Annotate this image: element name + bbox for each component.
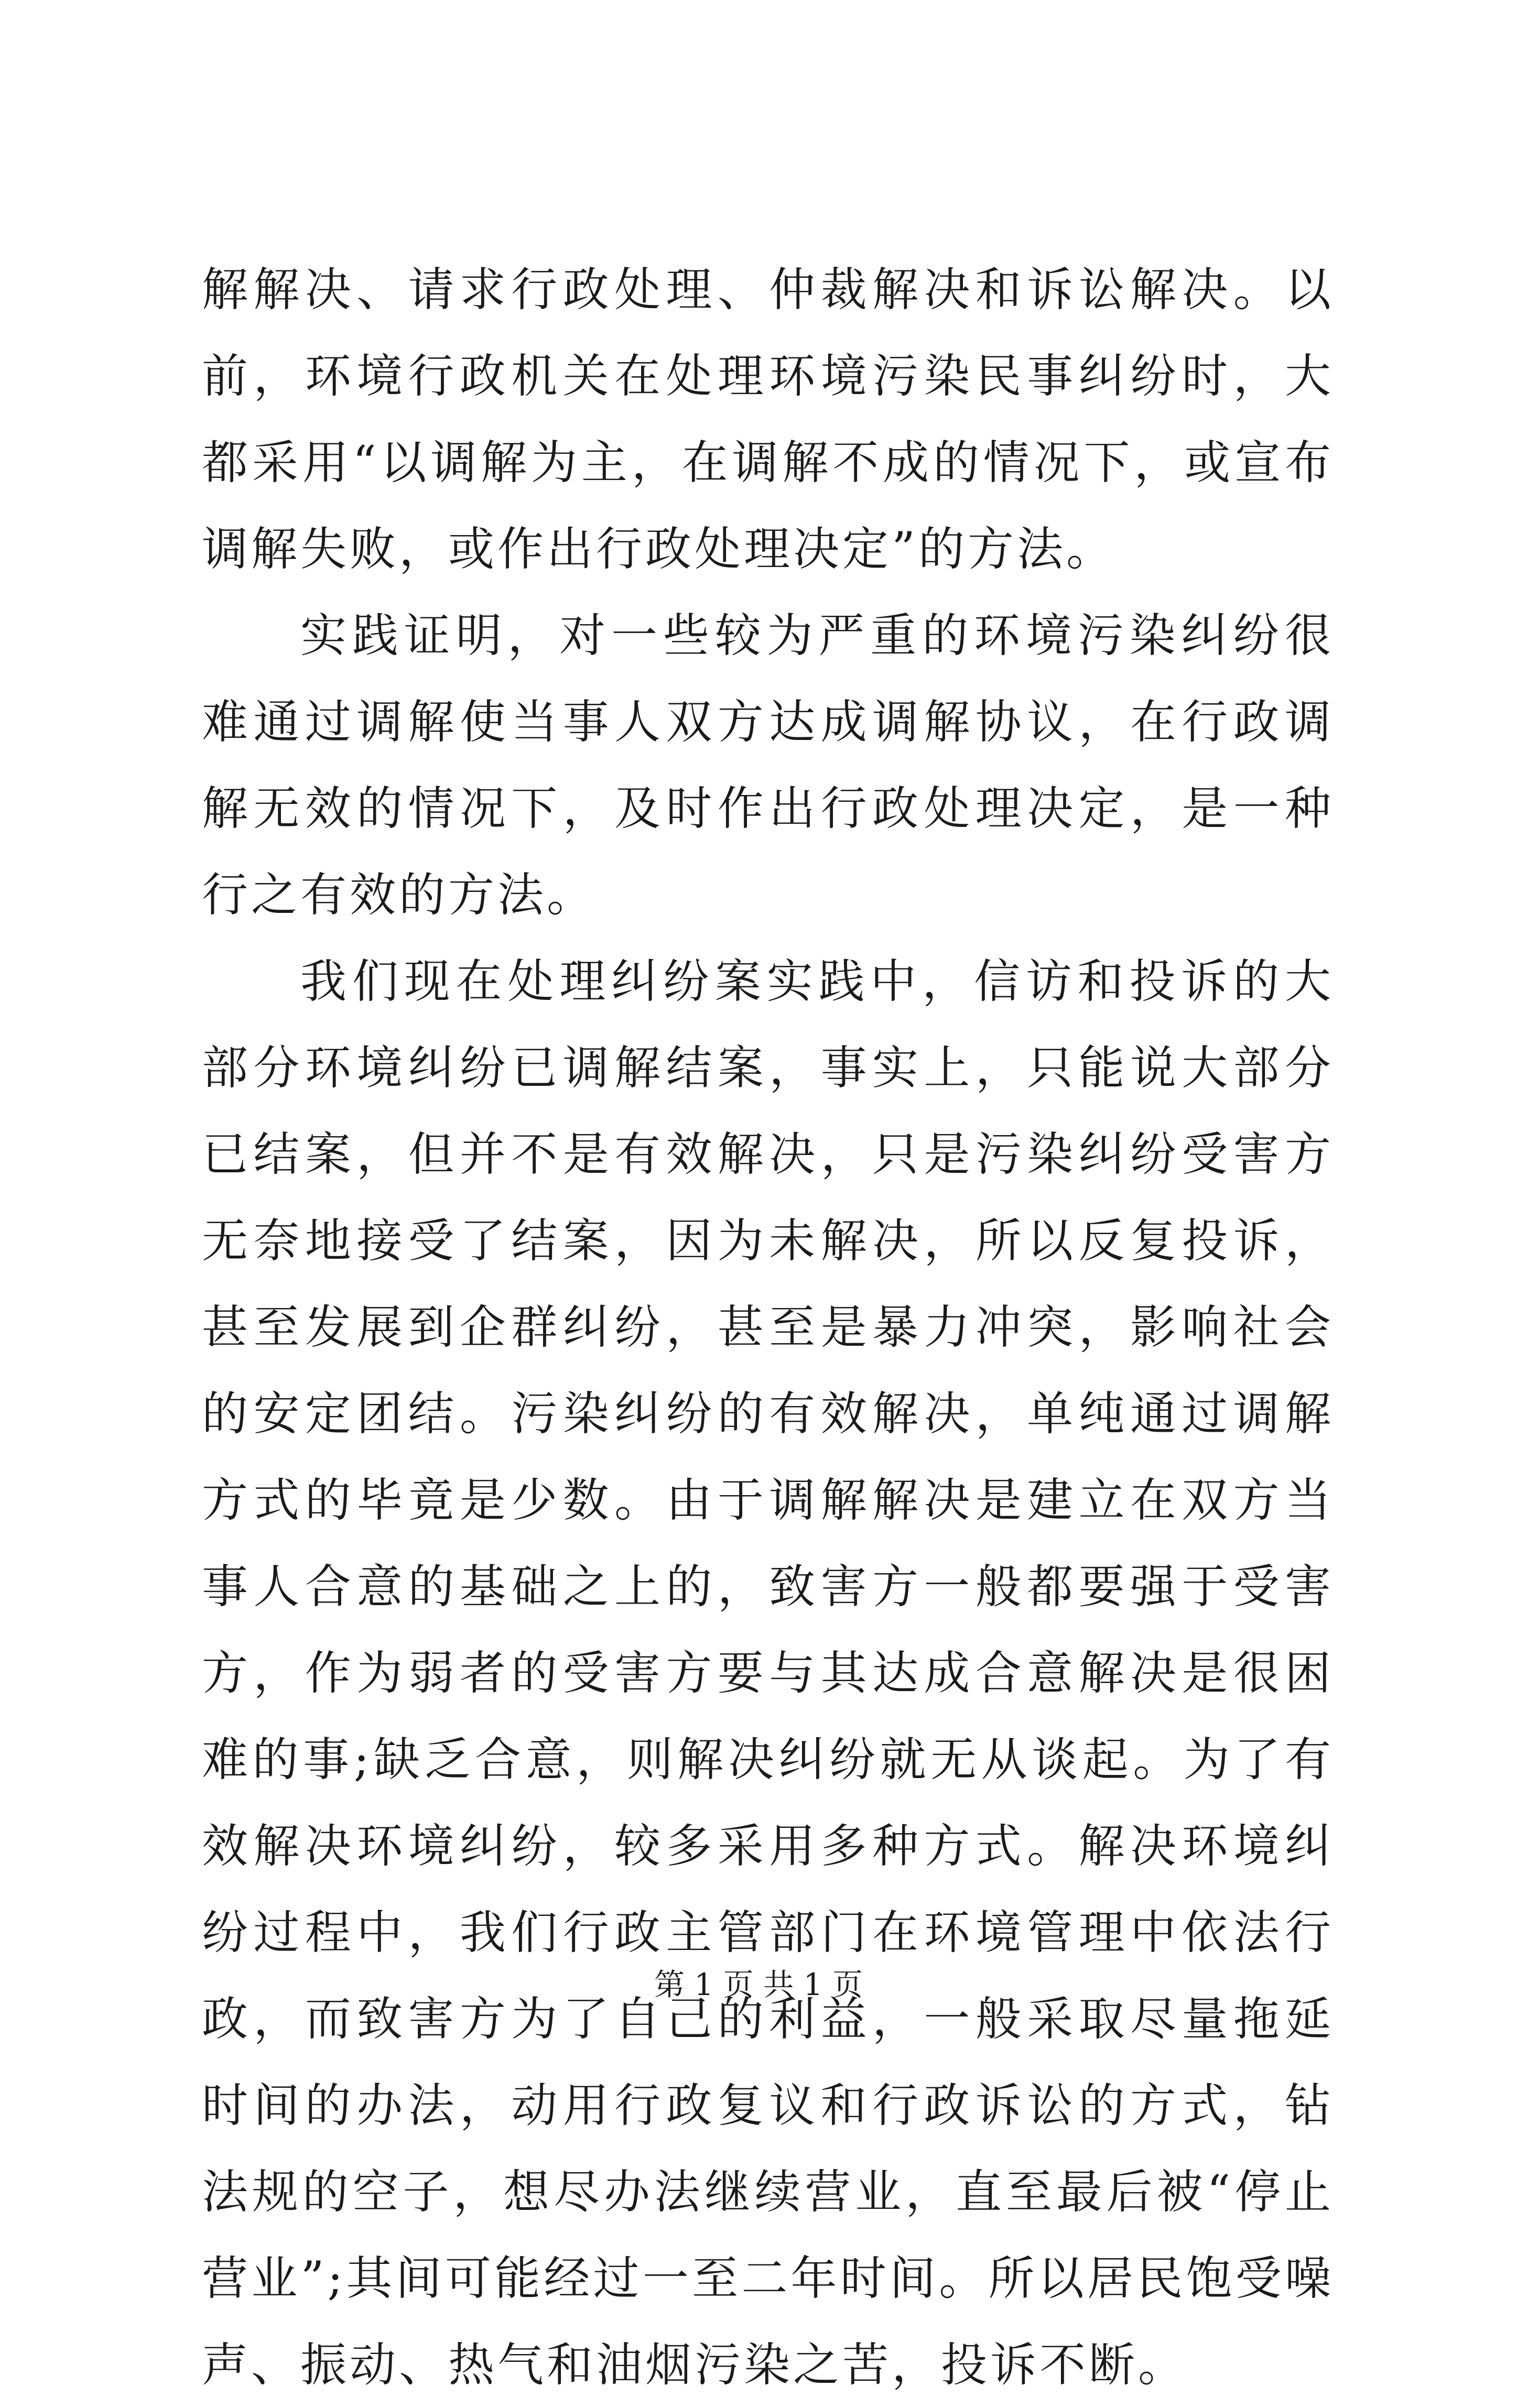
paragraph-1: 解解决、请求行政处理、仲裁解决和诉讼解决。以前，环境行政机关在处理环境污染民事纠纷时，大都采用“以调解为主，在调解不成的情况下，或宣布调解失败，或作出行政处理决定”的方法。 (202, 263, 1334, 576)
page-footer: 第 1 页 共 1 页 (654, 1967, 863, 2002)
paragraph-3: 我们现在处理纠纷案实践中，信访和投诉的大部分环境纠纷已调解结案，事实上，只能说大部分已结案，但并不是有效解决，只是污染纠纷受害方无奈地接受了结案，因为未解决，所以反复投诉，甚至发展到企群纠纷，甚至是暴力冲突，影响社会的安定团结。污染纠纷的有效解决，单纯通过调解方式的毕竟是少数。由于调解解决是建立在双方当事人合意的基础之上的，致害方一般都要强于受害方，作为弱者的受害方要与其达成合意解决是很困难的事;缺乏合意，则解决纠纷就无从谈起。为了有效解决环境纠纷，较多采用多种方式。解决环境纠纷过程中，我们行政主管部门在环境管理中依法行政，而致害方为了自己的利益，一般采取尽量拖延时间的办法，动用行政复议和行政诉讼的方式，钻法规的空子，想尽办法继续营业，直至最后被“停止营业”;其间可能经过一至二年时间。所以居民饱受噪声、振动、热气和油烟污染之苦，投诉不断。 (202, 954, 1334, 2392)
paragraph-2: 实践证明，对一些较为严重的环境污染纠纷很难通过调解使当事人双方达成调解协议，在行政调解无效的情况下，及时作出行政处理决定，是一种行之有效的方法。 (202, 608, 1334, 922)
document-body (202, 246, 1334, 2408)
